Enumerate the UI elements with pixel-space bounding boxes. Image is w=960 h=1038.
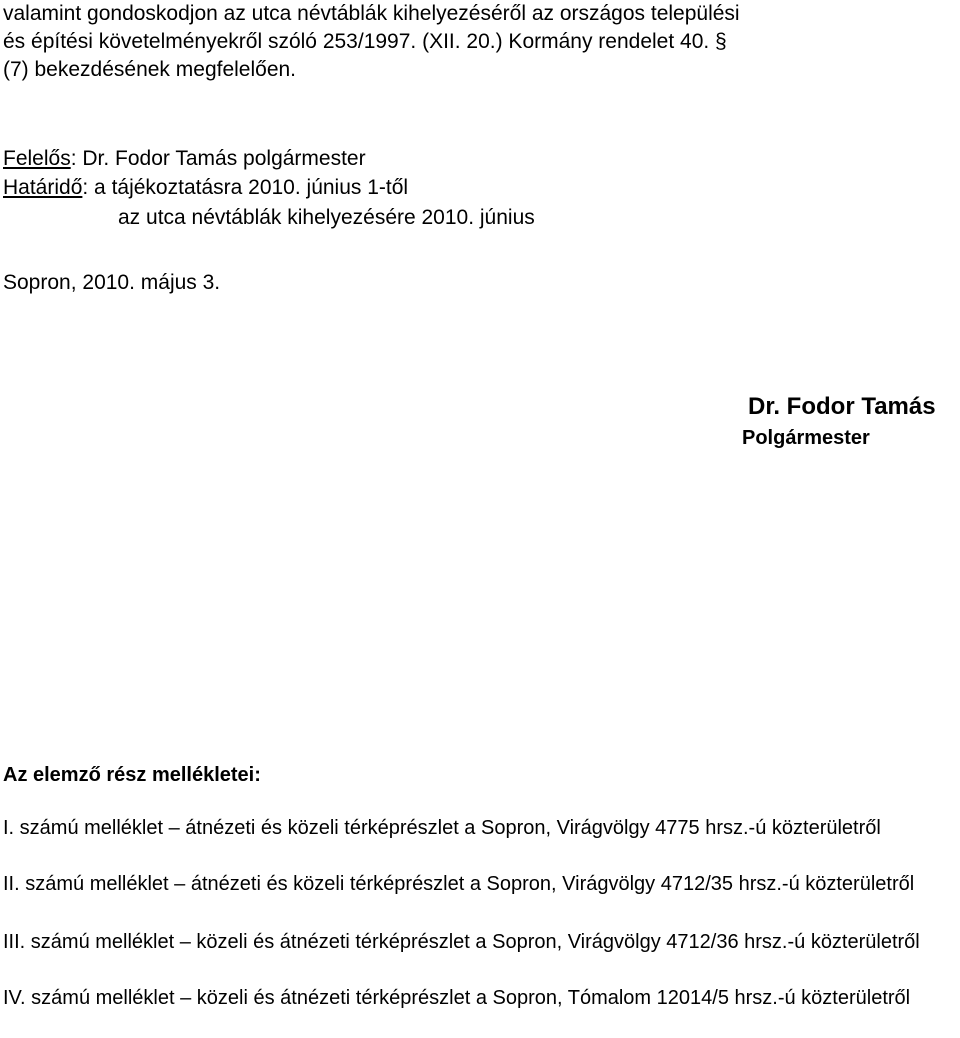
- place-date: Sopron, 2010. május 3.: [3, 271, 221, 294]
- annex-item: IV. számú melléklet – közeli és átnézeti térképrészlet a Sopron, Tómalom 12014/5 hrsz.-ú közterületről: [3, 987, 911, 1009]
- deadline-value: : a tájékoztatásra 2010. június 1-től: [82, 176, 409, 199]
- responsible-label: Felelős: [3, 147, 71, 170]
- annex-item: II. számú melléklet – átnézeti és közeli térképrészlet a Sopron, Virágvölgy 4712/35 hrsz.-ú közterületről: [3, 873, 915, 895]
- intro-line-2: és építési követelményekről szóló 253/1997. (XII. 20.) Kormány rendelet 40. §: [3, 30, 727, 53]
- responsible-line: [3, 145, 366, 173]
- annex-item: I. számú melléklet – átnézeti és közeli térképrészlet a Sopron, Virágvölgy 4775 hrsz.-ú közterületről: [3, 817, 881, 839]
- annex-heading: Az elemző rész mellékletei:: [3, 764, 261, 786]
- deadline-line: [3, 174, 408, 202]
- annex-item: III. számú melléklet – közeli és átnézeti térképrészlet a Sopron, Virágvölgy 4712/36 hrsz.-ú közterületről: [3, 931, 920, 953]
- intro-line-1: valamint gondoskodjon az utca névtáblák kihelyezéséről az országos települési: [3, 2, 740, 25]
- intro-line-3: (7) bekezdésének megfelelően.: [3, 58, 297, 81]
- deadline-line-2: az utca névtáblák kihelyezésére 2010. június: [118, 206, 535, 229]
- signature-name: Dr. Fodor Tamás: [748, 393, 936, 420]
- responsible-value: : Dr. Fodor Tamás polgármester: [70, 147, 366, 170]
- signature-title: Polgármester: [742, 427, 870, 449]
- deadline-label: Határidő: [3, 176, 83, 199]
